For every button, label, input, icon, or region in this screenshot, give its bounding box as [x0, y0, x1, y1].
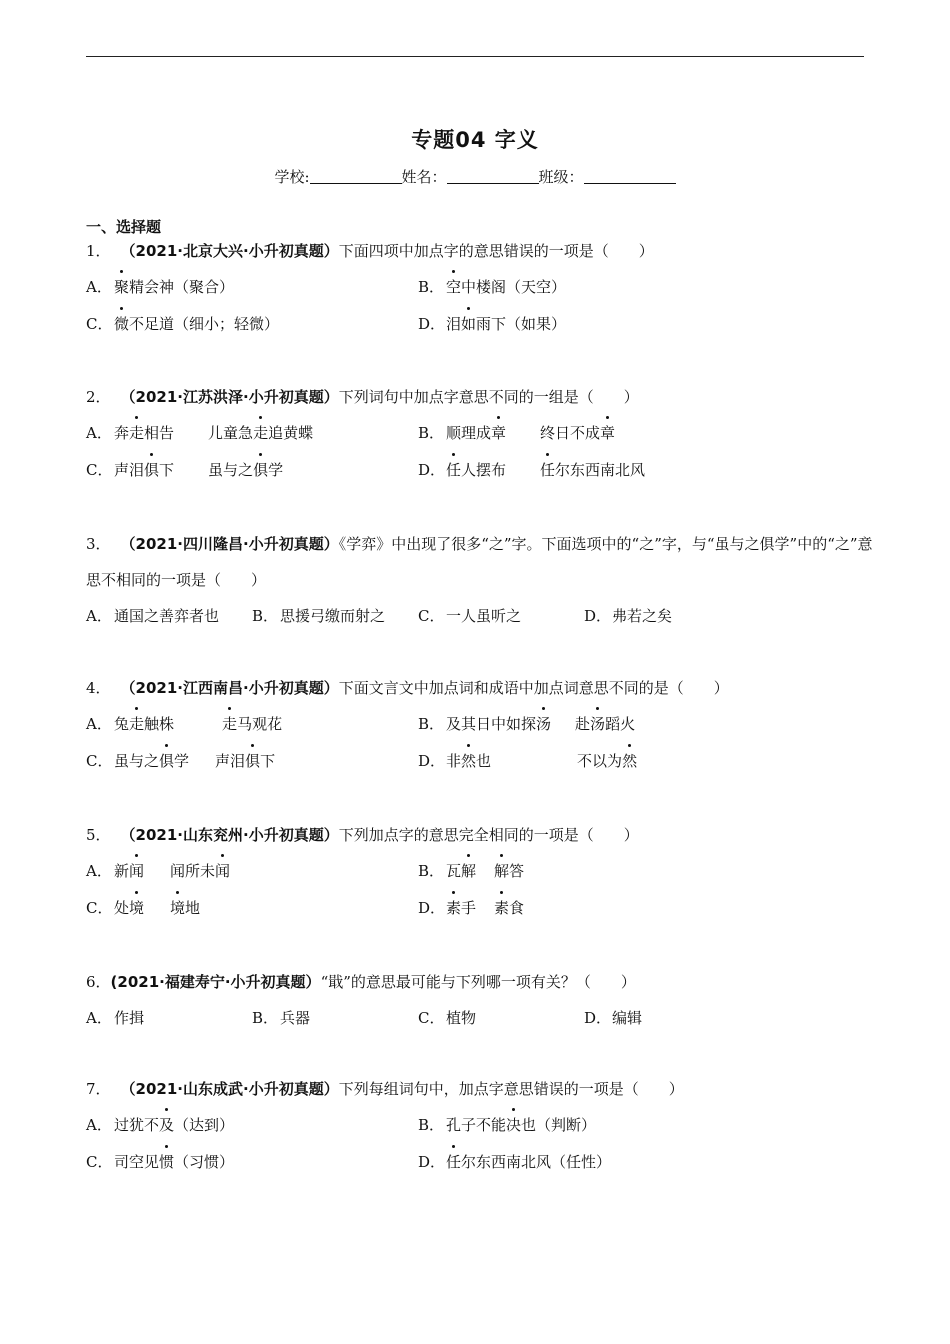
option-d[interactable] — [418, 306, 566, 342]
name-label: 姓名： — [401, 168, 447, 186]
option-text: 孔子不能 — [446, 1116, 507, 1134]
option-text: 不足道（细小；轻微） — [129, 315, 280, 333]
option-text: 瓦 — [446, 862, 462, 880]
option-c[interactable] — [86, 306, 279, 342]
school-label: 学校: — [274, 168, 310, 186]
dotted-char: 汤 — [536, 706, 551, 742]
dotted-char: 空 — [446, 269, 461, 305]
option-text: 触株 — [144, 715, 175, 733]
dotted-char: 决 — [506, 1107, 521, 1143]
option-text: 虽与之 — [208, 461, 254, 479]
option-c[interactable] — [418, 1000, 476, 1036]
dotted-char: 汤 — [590, 706, 605, 742]
option-d[interactable] — [584, 1000, 642, 1036]
options-row — [86, 269, 876, 306]
option-text: （达到） — [174, 1116, 235, 1134]
dotted-char: 素 — [494, 890, 509, 926]
dotted-char: 解 — [494, 853, 509, 889]
options-row — [86, 1144, 876, 1181]
options-row — [86, 306, 876, 343]
option-letter: C． — [86, 315, 113, 333]
option-b[interactable] — [418, 853, 524, 889]
option-a[interactable] — [86, 706, 282, 742]
question-text: “戢”的意思最可能与下列哪一项有关？（ ） — [320, 973, 636, 991]
second-word — [540, 415, 615, 451]
question-number: 1． — [86, 242, 111, 260]
option-letter: B． — [418, 424, 445, 442]
section-title: 一、选择题 — [86, 218, 162, 236]
question-7 — [86, 1071, 876, 1181]
dotted-char: 任 — [446, 1144, 461, 1180]
option-letter: C． — [86, 752, 113, 770]
option-text: 奔 — [114, 424, 130, 442]
header-rule — [86, 56, 864, 57]
second-word — [494, 853, 524, 889]
option-text: 儿童急 — [208, 424, 254, 442]
options-row — [86, 1000, 876, 1037]
option-text: 植物 — [446, 1009, 477, 1027]
option-a[interactable] — [86, 598, 219, 634]
option-c[interactable] — [86, 452, 283, 488]
second-word — [222, 706, 282, 742]
question-stem — [86, 670, 876, 706]
option-text: 弗若之矣 — [612, 607, 673, 625]
option-text: 也（判断） — [521, 1116, 597, 1134]
option-letter: C． — [86, 461, 113, 479]
class-blank[interactable] — [584, 169, 676, 184]
question-source: （2021·四川隆昌·小升初真题） — [120, 535, 339, 553]
option-text: （习惯） — [174, 1153, 235, 1171]
option-text: 兵器 — [280, 1009, 311, 1027]
option-a[interactable] — [86, 269, 234, 305]
question-text: 下列加点字的意思完全相同的一项是（ ） — [338, 826, 639, 844]
option-letter: B． — [418, 862, 445, 880]
option-text: 手 — [461, 899, 477, 917]
options-row — [86, 853, 876, 890]
option-b[interactable] — [252, 598, 385, 634]
option-text: 处 — [114, 899, 130, 917]
dotted-char: 走 — [129, 706, 144, 742]
dotted-char: 素 — [446, 890, 461, 926]
dotted-char: 聚 — [114, 269, 129, 305]
option-text: 不以为 — [577, 752, 623, 770]
option-letter: D． — [584, 1009, 612, 1027]
question-2 — [86, 379, 876, 489]
dotted-char: 走 — [129, 415, 144, 451]
option-letter: C． — [418, 1009, 445, 1027]
option-text: 赴 — [575, 715, 591, 733]
options-row — [86, 890, 876, 927]
dotted-char: 俱 — [159, 743, 174, 779]
option-text: 下 — [159, 461, 175, 479]
question-stem — [86, 526, 876, 598]
option-letter: D． — [584, 607, 612, 625]
option-letter: D． — [418, 315, 446, 333]
option-text: 作揖 — [114, 1009, 145, 1027]
school-blank[interactable] — [310, 169, 402, 184]
option-b[interactable] — [418, 706, 635, 742]
dotted-char: 俱 — [144, 452, 159, 488]
option-text: 兔 — [114, 715, 130, 733]
option-text: 蹈火 — [605, 715, 636, 733]
dotted-char: 俱 — [245, 743, 260, 779]
question-number: 3． — [86, 535, 111, 553]
option-b[interactable] — [418, 1107, 596, 1143]
question-stem — [86, 233, 876, 269]
option-text: 学 — [174, 752, 190, 770]
second-word — [208, 452, 283, 488]
option-letter: A． — [86, 424, 112, 442]
name-blank[interactable] — [447, 169, 539, 184]
option-a[interactable] — [86, 415, 313, 451]
dotted-char: 俱 — [253, 452, 268, 488]
option-letter: A． — [86, 1009, 112, 1027]
dotted-char: 章 — [491, 415, 506, 451]
option-letter: A． — [86, 1116, 112, 1134]
option-text: 也 — [476, 752, 492, 770]
dotted-char: 闻 — [215, 853, 230, 889]
option-text: 食 — [509, 899, 525, 917]
question-source: （2021·山东兖州·小升初真题） — [120, 826, 339, 844]
question-source: （2021·江苏洪泽·小升初真题） — [120, 388, 339, 406]
option-text: 泪 — [446, 315, 462, 333]
second-word — [208, 415, 313, 451]
question-stem — [86, 1071, 876, 1107]
option-letter: A． — [86, 862, 112, 880]
option-text: 答 — [509, 862, 525, 880]
option-letter: A． — [86, 278, 112, 296]
option-c[interactable] — [86, 743, 275, 779]
option-d[interactable] — [418, 1144, 611, 1180]
dotted-char: 走 — [222, 706, 237, 742]
question-number: 5． — [86, 826, 111, 844]
dotted-char: 微 — [114, 306, 129, 342]
option-d[interactable] — [418, 452, 645, 488]
question-text: 《学弈》中出现了很多“之”字。下面选项中的“之”字，与“虽与之俱学”中的“之”意思不相同的一项是（ ） — [86, 535, 873, 589]
option-text: 新 — [114, 862, 130, 880]
option-text: 声泪 — [215, 752, 246, 770]
options-row — [86, 706, 876, 743]
option-text: 思援弓缴而射之 — [280, 607, 386, 625]
dotted-char: 任 — [540, 452, 555, 488]
question-source: （2021·北京大兴·小升初真题） — [120, 242, 339, 260]
question-source: (2021·福建寿宁·小升初真题） — [110, 973, 321, 991]
dotted-char: 如 — [461, 306, 476, 342]
second-word — [170, 890, 200, 926]
second-word — [215, 743, 275, 779]
question-3 — [86, 526, 876, 635]
option-letter: D． — [418, 899, 446, 917]
dotted-char: 境 — [129, 890, 144, 926]
question-text: 下列词句中加点字意思不同的一组是（ ） — [338, 388, 639, 406]
option-letter: A． — [86, 607, 112, 625]
option-text: 马观花 — [237, 715, 283, 733]
question-text: 下列每组词句中，加点字意思错误的一项是（ ） — [338, 1080, 684, 1098]
option-text: 雨下（如果） — [476, 315, 567, 333]
option-letter: B． — [252, 1009, 279, 1027]
option-a[interactable] — [86, 1000, 144, 1036]
dotted-char: 走 — [253, 415, 268, 451]
question-stem — [86, 817, 876, 853]
question-stem — [86, 964, 876, 1000]
option-d[interactable] — [584, 598, 672, 634]
question-source: （2021·江西南昌·小升初真题） — [120, 679, 339, 697]
second-word — [494, 890, 524, 926]
dotted-char: 及 — [159, 1107, 174, 1143]
option-letter: D． — [418, 1153, 446, 1171]
question-4 — [86, 670, 876, 780]
option-text: 终日不成 — [540, 424, 601, 442]
dotted-char: 任 — [446, 452, 461, 488]
option-text: 司空见 — [114, 1153, 160, 1171]
dotted-char: 惯 — [159, 1144, 174, 1180]
option-text: 尔东西南北风（任性） — [461, 1153, 612, 1171]
question-number: 4． — [86, 679, 111, 697]
option-letter: A． — [86, 715, 112, 733]
second-word — [170, 853, 230, 889]
option-letter: C． — [418, 607, 445, 625]
option-a[interactable] — [86, 853, 230, 889]
option-text: 声泪 — [114, 461, 145, 479]
option-letter: B． — [418, 278, 445, 296]
option-text: 一人虽听之 — [446, 607, 522, 625]
question-source: （2021·山东成武·小升初真题） — [120, 1080, 339, 1098]
option-text: 非 — [446, 752, 462, 770]
question-6 — [86, 964, 876, 1037]
option-letter: D． — [418, 461, 446, 479]
option-text: 虽与之 — [114, 752, 160, 770]
option-c[interactable] — [86, 890, 200, 926]
question-5 — [86, 817, 876, 927]
option-c[interactable] — [418, 598, 521, 634]
question-number: 7． — [86, 1080, 111, 1098]
option-text: 相告 — [144, 424, 175, 442]
option-text: 下 — [260, 752, 276, 770]
dotted-char: 闻 — [129, 853, 144, 889]
question-number: 6． — [86, 973, 111, 991]
option-letter: D． — [418, 752, 446, 770]
second-word — [577, 743, 637, 779]
dotted-char: 然 — [622, 743, 637, 779]
option-b[interactable] — [252, 1000, 310, 1036]
options-row — [86, 743, 876, 780]
option-letter: C． — [86, 899, 113, 917]
options-row — [86, 598, 876, 635]
dotted-char: 解 — [461, 853, 476, 889]
dotted-char: 章 — [600, 415, 615, 451]
second-word — [540, 452, 645, 488]
question-text: 下面文言文中加点词和成语中加点词意思不同的是（ ） — [338, 679, 729, 697]
option-text: 过犹不 — [114, 1116, 160, 1134]
option-b[interactable] — [418, 269, 566, 305]
option-text: 编辑 — [612, 1009, 643, 1027]
option-text: 顺理成 — [446, 424, 492, 442]
option-a[interactable] — [86, 1107, 234, 1143]
question-text: 下面四项中加点字的意思错误的一项是（ ） — [338, 242, 654, 260]
option-text: 闻所未 — [170, 862, 216, 880]
dotted-char: 然 — [461, 743, 476, 779]
option-text: 学 — [268, 461, 284, 479]
option-text: 精会神（聚合） — [129, 278, 235, 296]
option-letter: C． — [86, 1153, 113, 1171]
option-letter: B． — [418, 715, 445, 733]
option-d[interactable] — [418, 743, 637, 779]
options-row — [86, 452, 876, 489]
option-letter: B． — [418, 1116, 445, 1134]
option-text: 及其日中如探 — [446, 715, 537, 733]
question-1 — [86, 233, 876, 343]
class-label: 班级： — [538, 168, 584, 186]
dotted-char: 境 — [170, 890, 185, 926]
page-title: 专题04 字义 — [411, 128, 539, 152]
question-number: 2． — [86, 388, 111, 406]
options-row — [86, 415, 876, 452]
option-text: 尔东西南北风 — [555, 461, 646, 479]
option-text: 中楼阁（天空） — [461, 278, 567, 296]
second-word — [575, 706, 635, 742]
options-row — [86, 1107, 876, 1144]
question-stem — [86, 379, 876, 415]
option-letter: B． — [252, 607, 279, 625]
option-text: 通国之善弈者也 — [114, 607, 220, 625]
student-info-line — [0, 166, 950, 187]
option-text: 追黄蝶 — [268, 424, 314, 442]
option-d[interactable] — [418, 890, 524, 926]
option-text: 人摆布 — [461, 461, 507, 479]
option-b[interactable] — [418, 415, 615, 451]
option-text: 地 — [185, 899, 201, 917]
option-c[interactable] — [86, 1144, 234, 1180]
